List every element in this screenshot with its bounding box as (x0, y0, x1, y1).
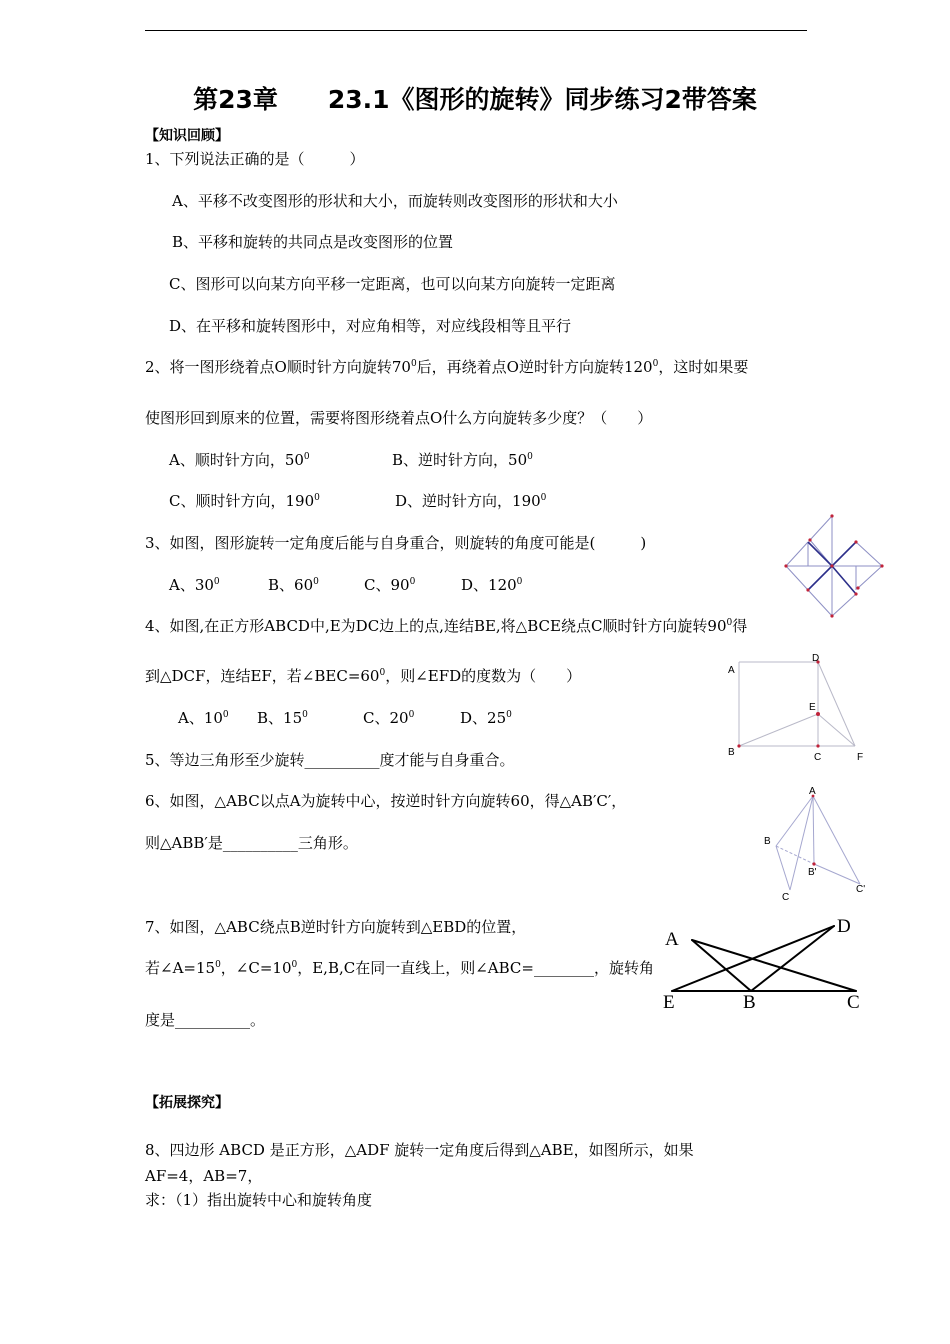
q2-option-b: B、逆时针方向，$50^0$ (392, 451, 533, 469)
q4-option-b: B、$15^0$ (257, 709, 308, 727)
q3-option-d: D、$120^0$ (461, 576, 523, 594)
q8-stem-line3: 求：（1）指出旋转中心和旋转角度 (145, 1191, 373, 1209)
section-extension-heading: 【拓展探究】 (145, 1095, 229, 1111)
q4-label-a: A (728, 665, 735, 676)
q6-stem-line2: 则△ABB′是__________三角形。 (145, 834, 358, 852)
q6-label-c: C (782, 892, 790, 903)
header-rule (145, 30, 807, 31)
q4-label-e: E (809, 702, 816, 713)
q7-stem-line1: 7、如图，△ABC绕点B逆时针方向旋转到△EBD的位置， (145, 918, 527, 936)
q1-option-b: B、平移和旋转的共同点是改变图形的位置 (172, 233, 454, 251)
q4-label-f: F (857, 752, 864, 763)
q2-stem-line1: 2、将一图形绕着点O顺时针方向旋转$70^0$后，再绕着点O逆时针方向旋转$120^0$，这时如果要 (145, 358, 749, 376)
q4-label-b: B (728, 747, 735, 758)
q6-label-a: A (809, 786, 816, 797)
q7-label-d: D (837, 916, 851, 937)
q6-label-bprime: B' (808, 867, 817, 878)
q2-option-d: D、逆时针方向，$190^0$ (395, 492, 547, 510)
q7-stem-line3: 度是__________。 (145, 1011, 266, 1029)
q2-option-c: C、顺时针方向，$190^0$ (169, 492, 320, 510)
q6-triangle-figure (762, 786, 872, 906)
q4-stem-line1: 4、如图,在正方形ABCD中,E为DC边上的点,连结BE,将△BCE绕点C顺时针方向旋转$90^0$得 (145, 617, 748, 635)
q4-label-c: C (814, 752, 822, 763)
q1-option-a: A、平移不改变图形的形状和大小，而旋转则改变图形的形状和大小 (172, 192, 618, 210)
section-review-heading: 【知识回顾】 (145, 128, 229, 144)
q4-option-d: D、$25^0$ (460, 709, 512, 727)
q7-rotation-figure (660, 910, 870, 1014)
q7-stem-line2: 若$\angle A=15^0$，$\angle C=10^0$，E,B,C在同一直线上，则∠ABC=________，旋转角 (145, 959, 654, 977)
q5-stem: 5、等边三角形至少旋转__________度才能与自身重合。 (145, 751, 515, 769)
q6-label-b: B (764, 836, 771, 847)
q1-stem: 1、下列说法正确的是（ ） (145, 150, 365, 168)
q4-stem-line2: 到△DCF，连结EF，若$\angle BEC=60^0$，则∠EFD的度数为（ ） (145, 667, 582, 685)
q2-option-a: A、顺时针方向，$50^0$ (169, 451, 310, 469)
q7-label-a: A (665, 929, 679, 950)
q4-option-a: A、$10^0$ (178, 709, 229, 727)
q3-option-a: A、$30^0$ (169, 576, 220, 594)
q6-label-cprime: C' (856, 884, 866, 895)
q1-option-c: C、图形可以向某方向平移一定距离，也可以向某方向旋转一定距离 (169, 275, 616, 293)
q4-option-c: C、$20^0$ (363, 709, 415, 727)
q7-label-c: C (847, 992, 860, 1013)
q3-pinwheel-figure (784, 514, 884, 620)
page-title: 第23章 23.1《图形的旋转》同步练习2带答案 (193, 85, 757, 114)
q1-option-d: D、在平移和旋转图形中，对应角相等，对应线段相等且平行 (169, 317, 572, 335)
q3-option-c: C、$90^0$ (364, 576, 416, 594)
q3-option-b: B、$60^0$ (268, 576, 319, 594)
q8-stem-line1: 8、四边形 ABCD 是正方形，△ADF 旋转一定角度后得到△ABE，如图所示，如果 (145, 1141, 694, 1159)
q7-label-b: B (743, 992, 756, 1013)
q2-stem-line2: 使图形回到原来的位置，需要将图形绕着点O什么方向旋转多少度？（ ） (145, 409, 653, 427)
q3-stem: 3、如图，图形旋转一定角度后能与自身重合，则旋转的角度可能是( ) (145, 534, 647, 552)
q4-square-figure (722, 652, 867, 767)
q8-stem-line2: AF=4，AB=7， (145, 1167, 263, 1185)
q6-stem-line1: 6、如图，△ABC以点A为旋转中心，按逆时针方向旋转60，得△AB′C′， (145, 792, 627, 810)
q4-label-d: D (812, 653, 820, 664)
q7-label-e: E (663, 992, 675, 1013)
